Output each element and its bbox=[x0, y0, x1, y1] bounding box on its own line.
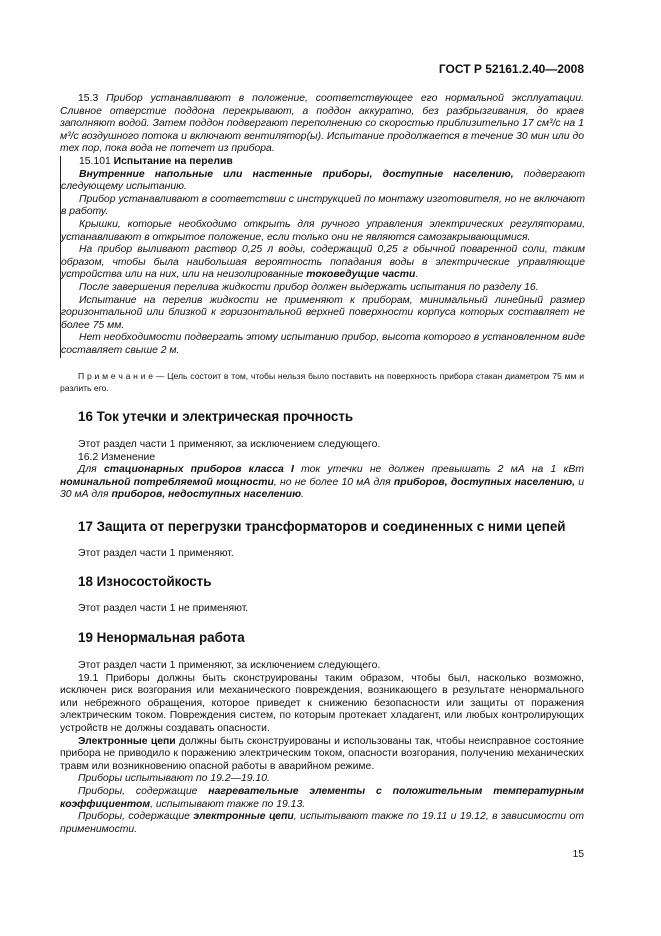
bold-term: приборов, доступных населению, bbox=[393, 476, 575, 488]
bold-term: нагревательные элементы с положительным температурным коэффициентом bbox=[60, 785, 584, 810]
bold-term: приборов, недоступных населению bbox=[111, 489, 302, 501]
document-header: ГОСТ Р 52161.2.40—2008 bbox=[438, 62, 584, 76]
section-17-heading bbox=[78, 519, 584, 534]
paragraph bbox=[60, 786, 584, 811]
text: На прибор выливают раствор 0,25 л воды, содержащий 0,25 г обычной поваренной соли, таким образом, чтобы была наибольшая вероятность попадания воды в электрические управляющие устройства или на них, или на неизолированные bbox=[61, 244, 585, 281]
section-heading: 17 Защита от перегрузки трансформаторов и соединенных с ними цепей bbox=[78, 519, 566, 534]
text: . bbox=[301, 489, 304, 501]
note-label: П р и м е ч а н и е bbox=[78, 371, 154, 381]
clause-title bbox=[61, 156, 585, 169]
section-16-body bbox=[60, 439, 584, 502]
section-19-heading bbox=[78, 630, 584, 645]
paragraph: Этот раздел части 1 применяют, за исключением следующего. bbox=[78, 439, 381, 450]
text: Приборы, содержащие bbox=[78, 785, 209, 797]
text: Для bbox=[78, 464, 104, 476]
paragraph bbox=[61, 169, 585, 194]
section-19-body bbox=[60, 660, 584, 836]
bold-term: Внутренние напольные или настенные приборы, доступные населению, bbox=[79, 168, 514, 180]
bold-term: номинальной потребляемой мощности bbox=[60, 476, 274, 488]
paragraph: Крышки, которые необходимо открыть для ручного управления электрических регуляторами, устанавливают в открытое положение, если только они не являются самозакрывающимися. bbox=[61, 218, 585, 243]
clause-number: 15.101 bbox=[79, 156, 111, 167]
section-15-101 bbox=[60, 156, 585, 358]
text: , но не более 10 мА для bbox=[273, 476, 394, 488]
text: ток утечки не должен превышать 2 мА на 1 кВт bbox=[293, 464, 584, 476]
section-heading: 18 Износостойкость bbox=[78, 574, 212, 589]
paragraph bbox=[61, 244, 585, 282]
paragraph: 19.1 Приборы должны быть сконструированы таким образом, чтобы был, насколько возможно, исключен риск возгорания или механического повреждения, возникающего в результате ненормального или небрежного обращения, которое приведет к снижению безопасности или защиты от поражения электрическим током. Повреждения систем, по которым протекает хладагент, или любых контролирующих устройств не должны создавать опасности. bbox=[60, 672, 584, 734]
clause-text: Прибор устанавливают в положение, соответствующее его нормальной эксплуатации. Сливное отверстие поддона перекрывают, а поддон аккуратно, без разбрызгивания, до краев заполняют водой. Затем поддон подвергают переполнению со скоростью приблизительно 17 см³/с на 1 м³/с воздушного потока и включают вентилятор(ы). Испытание продолжается в течение 30 мин или до тех пор, пока вода не потечет из прибора. bbox=[60, 93, 584, 155]
page-number: 15 bbox=[572, 849, 584, 860]
bold-term: Электронные цепи bbox=[78, 735, 176, 747]
note-text: — Цель состоит в том, чтобы нельзя было поставить на поверхность прибора стакан диаметром 75 мм и разлить его. bbox=[60, 371, 585, 393]
section-heading: 19 Ненормальная работа bbox=[78, 630, 245, 645]
paragraph bbox=[60, 811, 584, 836]
clause-number: 15.3 bbox=[78, 93, 99, 104]
section-16-heading bbox=[78, 409, 584, 424]
paragraph: Испытание на перелив жидкости не применяют к приборам, минимальный линейный размер горизонтальной или близкой к горизонтальной верхней поверхности корпуса которых составляет не более 75 мм. bbox=[61, 294, 585, 331]
paragraph: После завершения перелива жидкости прибор должен выдержать испытания по разделу 16. bbox=[79, 281, 539, 293]
text: . bbox=[415, 269, 419, 281]
note bbox=[60, 371, 584, 394]
paragraph: Этот раздел части 1 не применяют. bbox=[78, 603, 249, 614]
paragraph: Этот раздел части 1 применяют, за исключением следующего. bbox=[78, 660, 381, 671]
subclause: 16.2 Изменение bbox=[78, 451, 156, 463]
section-15-3 bbox=[60, 93, 584, 156]
paragraph: Нет необходимости подвергать этому испытанию прибор, высота которого в установленном виде составляет свыше 2 м. bbox=[61, 332, 585, 356]
clause-heading: Испытание на перелив bbox=[113, 156, 233, 167]
paragraph: Этот раздел части 1 применяют. bbox=[78, 548, 234, 559]
bold-term: токоведущие части bbox=[306, 269, 416, 281]
text: и 30 мА для bbox=[60, 476, 584, 501]
text: должны быть сконструированы и использованы так, чтобы неисправное состояние прибора не приводило к поражению электрическим током, опасности возгорания, получению механических травм или возникновению опасной работы в аварийном режиме. bbox=[60, 735, 584, 772]
text: Приборы, содержащие bbox=[78, 811, 194, 823]
section-17-body bbox=[60, 548, 584, 561]
paragraph: Приборы испытывают по 19.2—19.10. bbox=[78, 773, 270, 785]
paragraph: Прибор устанавливают в соответствии с инструкцией по монтажу изготовителя, но не включают в работу. bbox=[61, 193, 585, 218]
paragraph-15-3 bbox=[60, 93, 584, 156]
text: , испытывают также по 19.11 и 19.12, в зависимости от применимости. bbox=[60, 811, 584, 835]
paragraph bbox=[60, 736, 584, 774]
bold-term: электронные цепи bbox=[193, 811, 294, 823]
section-heading: 16 Ток утечки и электрическая прочность bbox=[78, 409, 354, 424]
bold-term: стационарных приборов класса I bbox=[103, 464, 294, 476]
section-18-heading bbox=[78, 574, 584, 589]
paragraph bbox=[60, 464, 584, 502]
section-18-body bbox=[60, 603, 584, 616]
text: подвергают следующему испытанию. bbox=[61, 168, 585, 193]
text: , испытывают также по 19.13. bbox=[150, 798, 306, 810]
